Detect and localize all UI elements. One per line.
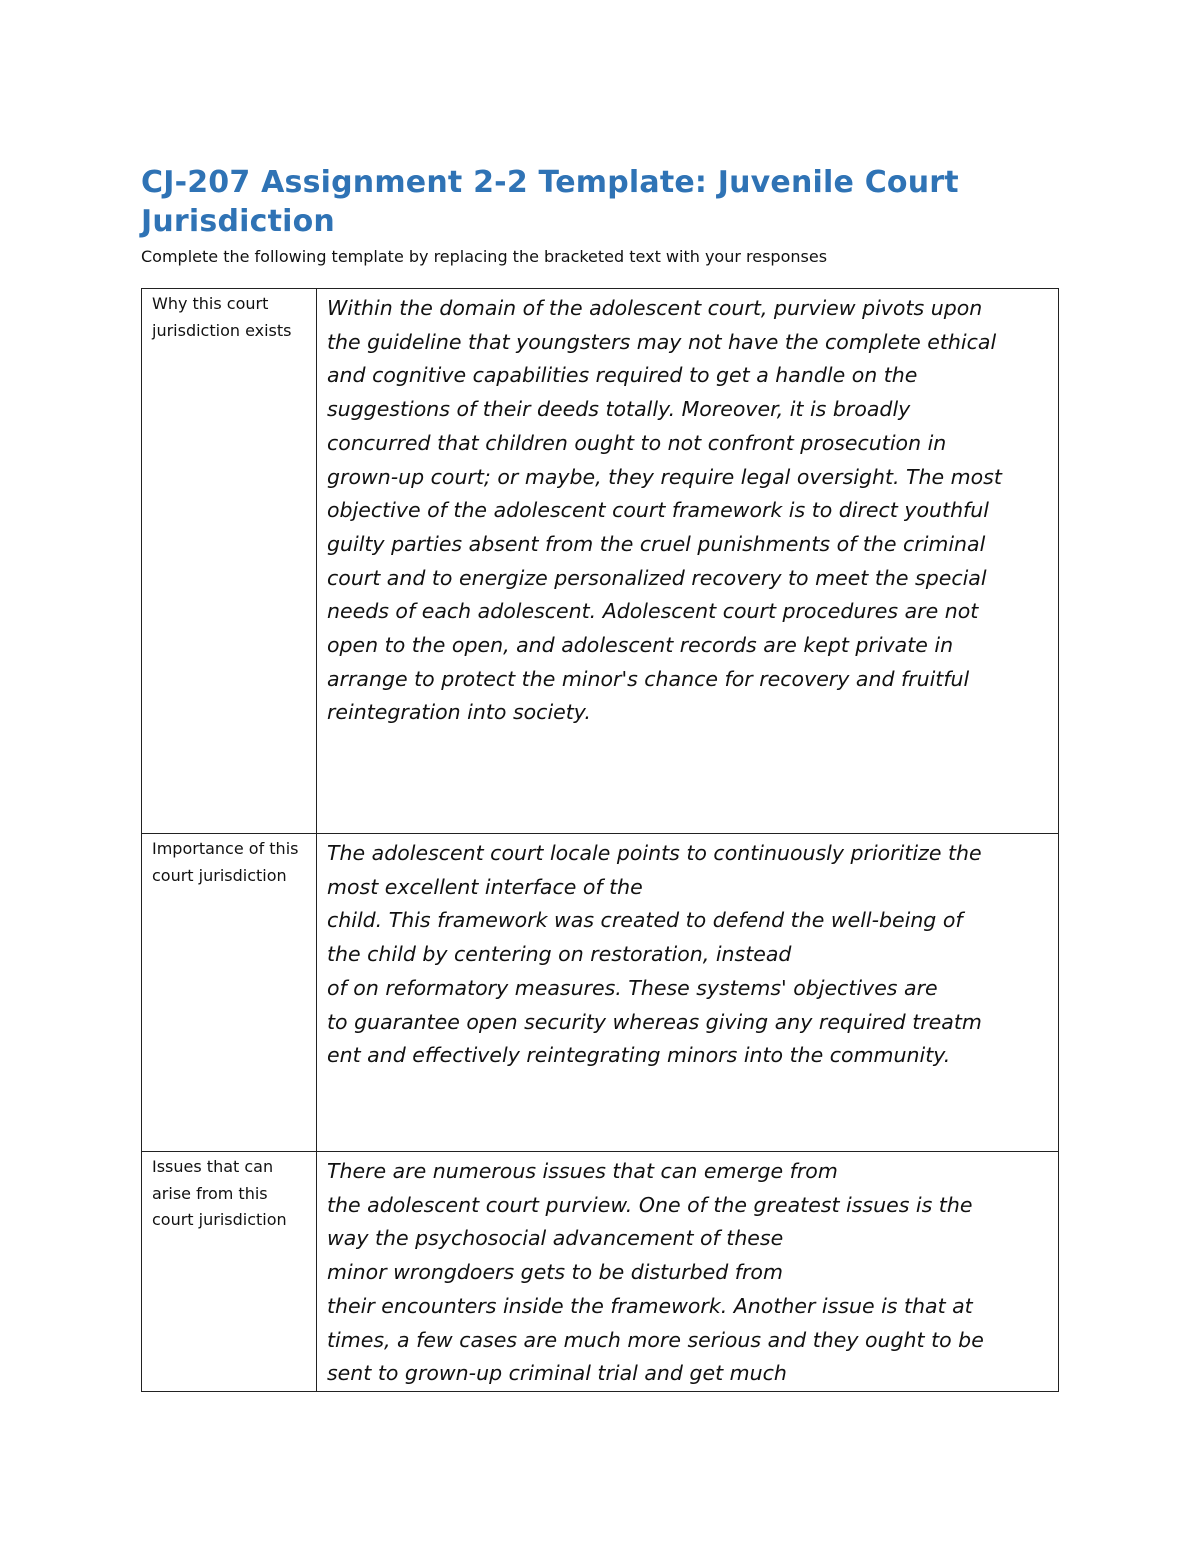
template-table [141, 288, 1059, 1392]
response-line: needs of each adolescent. Adolescent court procedures are not [327, 599, 979, 624]
response-line: There are numerous issues that can emerge from [327, 1159, 838, 1183]
table-row-why-exists [142, 289, 1059, 834]
response-line: their encounters inside the framework. Another issue is that at [327, 1293, 973, 1318]
response-line: concurred that children ought to not confront prosecution in [327, 430, 947, 455]
response-line: objective of the adolescent court framework is to direct youthful [327, 498, 989, 523]
response-line: Within the domain of the adolescent court, purview pivots upon [327, 296, 983, 320]
response-line: open to the open, and adolescent records are kept private in [327, 633, 954, 658]
response-line: and cognitive capabilities required to get a handle on the [327, 363, 918, 388]
row-label: Importance of this court jurisdiction [142, 834, 317, 1152]
response-line: the adolescent court purview. One of the greatest issues is the [327, 1192, 973, 1217]
response-line: reintegration into society. [327, 700, 591, 725]
response-line: way the psychosocial advancement of these [327, 1226, 784, 1251]
page-title: CJ-207 Assignment 2-2 Template: Juvenile Court Jurisdiction [141, 165, 959, 239]
row-label: Why this court jurisdiction exists [142, 289, 317, 834]
response-line: ent and effectively reintegrating minors into the community. [327, 1043, 951, 1068]
response-line: grown-up court; or maybe, they require legal oversight. The most [327, 464, 1002, 489]
row-label: Issues that can arise from this court jurisdiction [142, 1152, 317, 1392]
response-line: most excellent interface of the [327, 874, 643, 899]
response-line: guilty parties absent from the cruel punishments of the criminal [327, 531, 986, 556]
response-line: of on reformatory measures. These systems' objectives are [327, 975, 938, 1000]
response-line: sent to grown-up criminal trial and get much [327, 1361, 787, 1386]
response-line: times, a few cases are much more serious and they ought to be [327, 1327, 984, 1352]
response-line: suggestions of their deeds totally. Moreover, it is broadly [327, 397, 911, 422]
table-row-issues [142, 1152, 1059, 1392]
response-line: minor wrongdoers gets to be disturbed from [327, 1260, 783, 1285]
table-row-importance [142, 834, 1059, 1152]
instructions-text: Complete the following template by replacing the bracketed text with your responses [141, 247, 828, 266]
response-text [317, 289, 1059, 834]
response-line: child. This framework was created to defend the well-being of [327, 908, 963, 933]
response-line: court and to energize personalized recovery to meet the special [327, 565, 987, 590]
response-line: the guideline that youngsters may not have the complete ethical [327, 329, 997, 354]
response-line: to guarantee open security whereas giving any required treatm [327, 1009, 982, 1034]
response-line: The adolescent court locale points to continuously prioritize the [327, 841, 982, 865]
response-line: arrange to protect the minor's chance for recovery and fruitful [327, 666, 970, 691]
response-text [317, 1152, 1059, 1392]
response-text [317, 834, 1059, 1152]
response-line: the child by centering on restoration, instead [327, 942, 792, 967]
